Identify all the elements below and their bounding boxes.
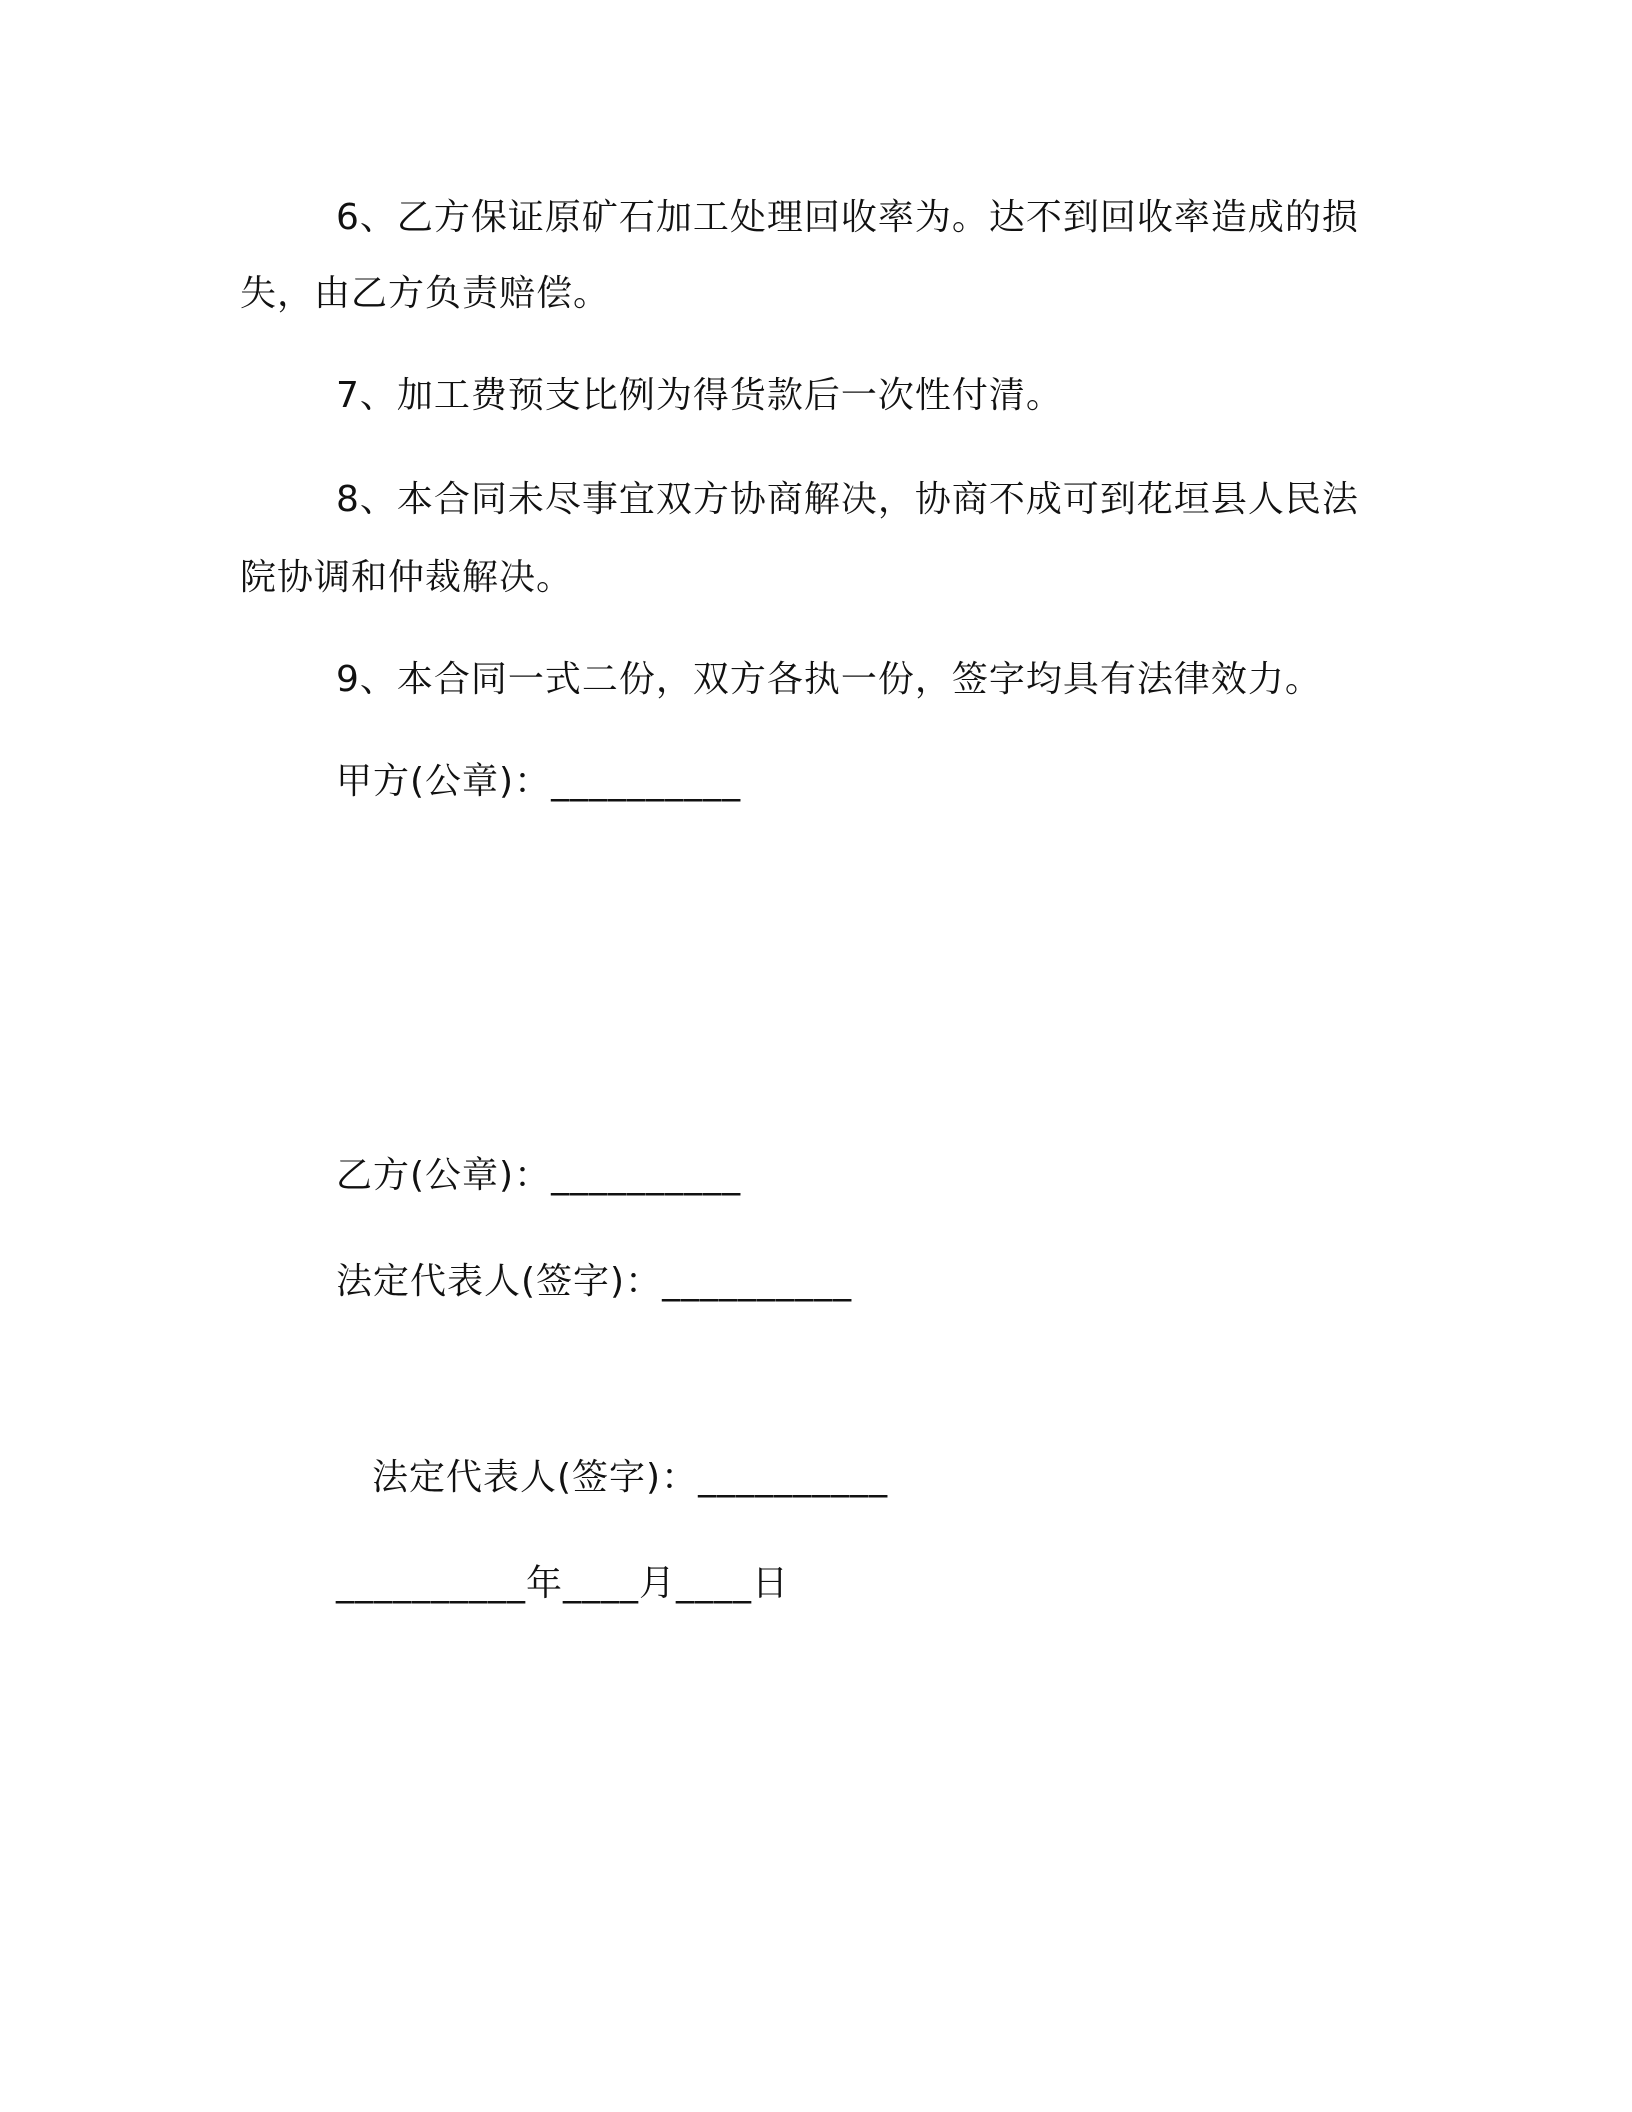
clause-8-line-2: 院协调和仲裁解决。 [240, 557, 574, 598]
clause-7: 7、加工费预支比例为得货款后一次性付清。 [336, 375, 1063, 416]
clause-6-line-1: 6、乙方保证原矿石加工处理回收率为。达不到回收率造成的损 [336, 197, 1359, 238]
date-line: __________年____月____日 [336, 1563, 789, 1604]
clause-8-line-1: 8、本合同未尽事宜双方协商解决，协商不成可到花垣县人民法 [336, 479, 1359, 520]
legal-rep-signature-line-2: 法定代表人(签字)：__________ [372, 1457, 889, 1498]
clause-9: 9、本合同一式二份，双方各执一份，签字均具有法律效力。 [336, 659, 1322, 700]
party-b-seal-line: 乙方(公章)：__________ [336, 1155, 742, 1196]
party-a-seal-line: 甲方(公章)：__________ [336, 761, 742, 802]
legal-rep-signature-line-1: 法定代表人(签字)：__________ [336, 1261, 853, 1302]
clause-6-line-2: 失，由乙方负责赔偿。 [240, 273, 611, 314]
